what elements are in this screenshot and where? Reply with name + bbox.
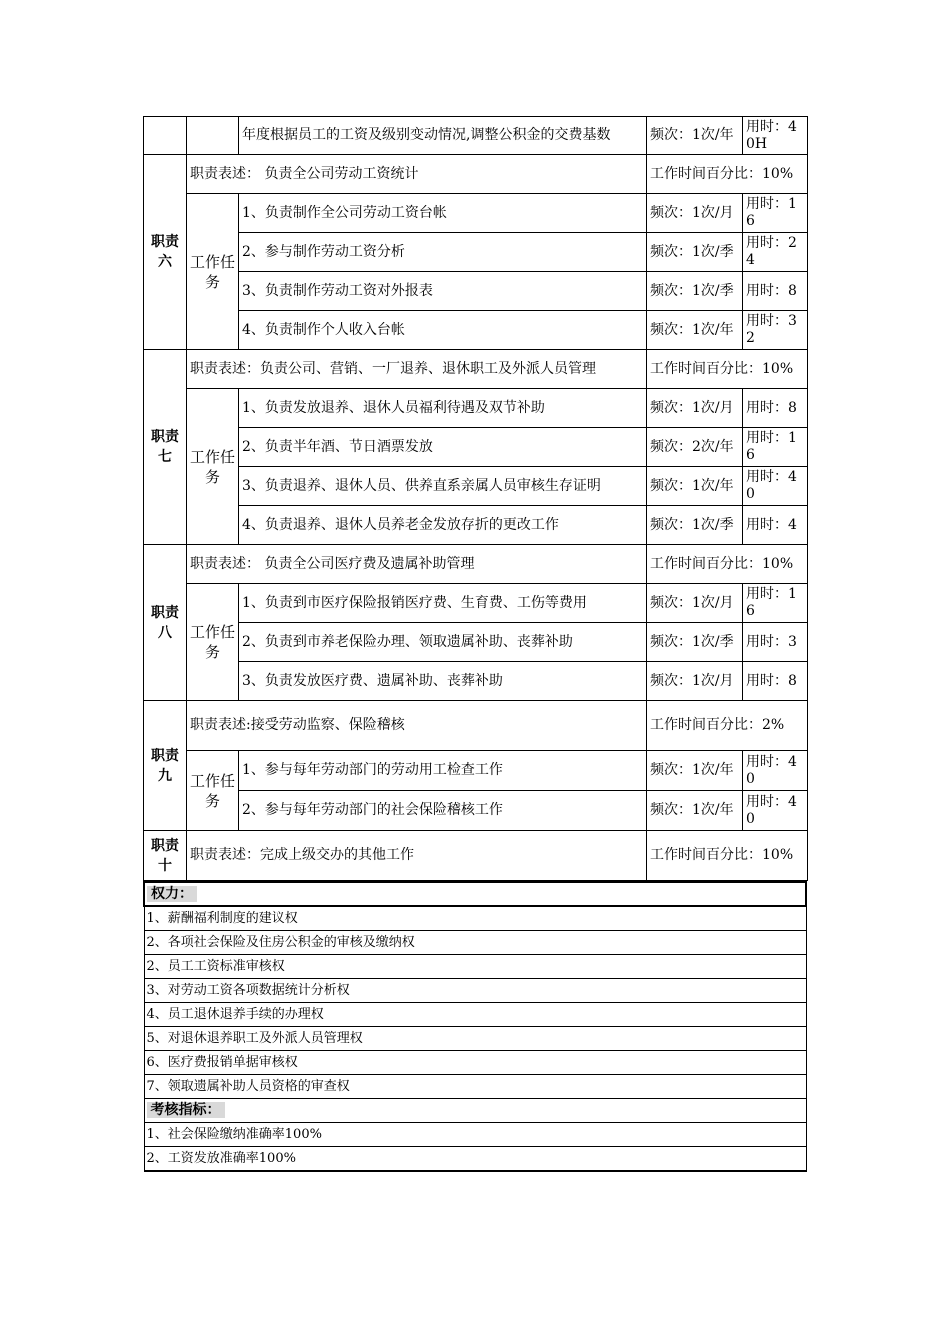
task-frequency: 频次：1次/月 [647, 584, 743, 623]
table-row [144, 751, 808, 791]
kpi-item: 2、工资发放准确率100% [144, 1147, 806, 1172]
kpi-heading-row [144, 1099, 806, 1123]
task-text: 1、参与每年劳动部门的劳动用工检查工作 [239, 751, 647, 791]
list-item [144, 1003, 806, 1027]
task-time: 用时：40 [743, 791, 808, 831]
empty-cell [144, 117, 187, 155]
table-row [144, 272, 808, 311]
power-item: 5、对退休退养职工及外派人员管理权 [144, 1027, 806, 1051]
task-text: 3、负责制作劳动工资对外报表 [239, 272, 647, 311]
duty-percent: 工作时间百分比：10% [647, 545, 808, 584]
list-item [144, 1147, 806, 1172]
task-time: 用时：40 [743, 751, 808, 791]
list-item [144, 1075, 806, 1099]
task-frequency: 频次：1次/季 [647, 623, 743, 662]
duty-percent: 工作时间百分比：10% [647, 831, 808, 881]
table-row [144, 506, 808, 545]
task-text: 2、参与每年劳动部门的社会保险稽核工作 [239, 791, 647, 831]
job-description-page [143, 116, 807, 1172]
power-item: 1、薪酬福利制度的建议权 [144, 906, 806, 931]
task-time: 用时：8 [743, 272, 808, 311]
duty-percent: 工作时间百分比：10% [647, 350, 808, 389]
task-time: 用时：8 [743, 662, 808, 701]
power-item: 6、医疗费报销单据审核权 [144, 1051, 806, 1075]
task-time: 用时：3 [743, 623, 808, 662]
task-frequency: 频次：1次/月 [647, 389, 743, 428]
task-time: 用时：4 [743, 506, 808, 545]
power-item: 2、各项社会保险及住房公积金的审核及缴纳权 [144, 931, 806, 955]
task-frequency: 频次：1次/月 [647, 194, 743, 233]
duty-statement-row [144, 701, 808, 751]
power-item: 2、员工工资标准审核权 [144, 955, 806, 979]
task-label: 工作任务 [187, 751, 239, 831]
task-text: 1、负责到市医疗保险报销医疗费、生育费、工伤等费用 [239, 584, 647, 623]
task-time: 用时：24 [743, 233, 808, 272]
task-text: 4、负责退养、退休人员养老金发放存折的更改工作 [239, 506, 647, 545]
duty-title: 职责六 [144, 155, 187, 350]
duty-statement-row [144, 350, 808, 389]
task-frequency: 频次：1次/季 [647, 233, 743, 272]
task-time: 用时：16 [743, 428, 808, 467]
task-time: 用时：32 [743, 311, 808, 350]
kpi-item: 1、社会保险缴纳准确率100% [144, 1123, 806, 1147]
task-label: 工作任务 [187, 584, 239, 701]
table-row [144, 233, 808, 272]
table-row [144, 389, 808, 428]
duty-statement: 职责表述： 负责全公司医疗费及遗属补助管理 [187, 545, 647, 584]
task-text: 1、负责发放退养、退休人员福利待遇及双节补助 [239, 389, 647, 428]
task-frequency: 频次：1次/年 [647, 791, 743, 831]
table-row [144, 791, 808, 831]
duty-statement-row [144, 545, 808, 584]
powers-heading: 权力： [147, 886, 197, 902]
power-item: 4、员工退休退养手续的办理权 [144, 1003, 806, 1027]
power-item: 7、领取遗属补助人员资格的审查权 [144, 1075, 806, 1099]
task-frequency: 频次：1次/年 [647, 467, 743, 506]
task-time: 用时：16 [743, 584, 808, 623]
duties-table [143, 116, 808, 881]
duty-percent: 工作时间百分比：2% [647, 701, 808, 751]
list-item [144, 931, 806, 955]
task-text: 年度根据员工的工资及级别变动情况,调整公积金的交费基数 [239, 117, 647, 155]
duty-statement: 职责表述： 负责全公司劳动工资统计 [187, 155, 647, 194]
table-row [144, 467, 808, 506]
list-item [144, 906, 806, 931]
table-row [144, 623, 808, 662]
task-time: 用时：16 [743, 194, 808, 233]
task-text: 2、负责到市养老保险办理、领取遗属补助、丧葬补助 [239, 623, 647, 662]
duty-title: 职责八 [144, 545, 187, 701]
task-frequency: 频次：2次/年 [647, 428, 743, 467]
task-frequency: 频次：1次/季 [647, 506, 743, 545]
table-row [144, 428, 808, 467]
duty-statement: 职责表述：完成上级交办的其他工作 [187, 831, 647, 881]
task-text: 1、负责制作全公司劳动工资台帐 [239, 194, 647, 233]
duty-percent: 工作时间百分比：10% [647, 155, 808, 194]
task-text: 4、负责制作个人收入台帐 [239, 311, 647, 350]
powers-kpi-table [143, 881, 807, 1172]
table-row [144, 662, 808, 701]
task-frequency: 频次：1次/季 [647, 272, 743, 311]
duty-statement-row [144, 831, 808, 881]
duty-statement-row [144, 155, 808, 194]
task-frequency: 频次：1次/月 [647, 662, 743, 701]
task-label: 工作任务 [187, 389, 239, 545]
task-frequency: 频次：1次/年 [647, 117, 743, 155]
powers-heading-row [144, 882, 806, 906]
duty-title: 职责七 [144, 350, 187, 545]
empty-cell [187, 117, 239, 155]
task-frequency: 频次：1次/年 [647, 751, 743, 791]
table-row [144, 311, 808, 350]
list-item [144, 1051, 806, 1075]
power-item: 3、对劳动工资各项数据统计分析权 [144, 979, 806, 1003]
task-frequency: 频次：1次/年 [647, 311, 743, 350]
table-row [144, 194, 808, 233]
task-label: 工作任务 [187, 194, 239, 350]
task-text: 3、负责退养、退休人员、供养直系亲属人员审核生存证明 [239, 467, 647, 506]
task-text: 3、负责发放医疗费、遗属补助、丧葬补助 [239, 662, 647, 701]
task-time: 用时：40H [743, 117, 808, 155]
list-item [144, 1027, 806, 1051]
list-item [144, 979, 806, 1003]
task-time: 用时：40 [743, 467, 808, 506]
duty-title: 职责九 [144, 701, 187, 831]
task-time: 用时：8 [743, 389, 808, 428]
duty-statement: 职责表述：负责公司、营销、一厂退养、退休职工及外派人员管理 [187, 350, 647, 389]
duty-title: 职责十 [144, 831, 187, 881]
duty-statement: 职责表述:接受劳动监察、保险稽核 [187, 701, 647, 751]
list-item [144, 1123, 806, 1147]
task-text: 2、参与制作劳动工资分析 [239, 233, 647, 272]
task-text: 2、负责半年酒、节日酒票发放 [239, 428, 647, 467]
list-item [144, 955, 806, 979]
kpi-heading: 考核指标： [147, 1102, 225, 1118]
table-row [144, 117, 808, 155]
table-row [144, 584, 808, 623]
